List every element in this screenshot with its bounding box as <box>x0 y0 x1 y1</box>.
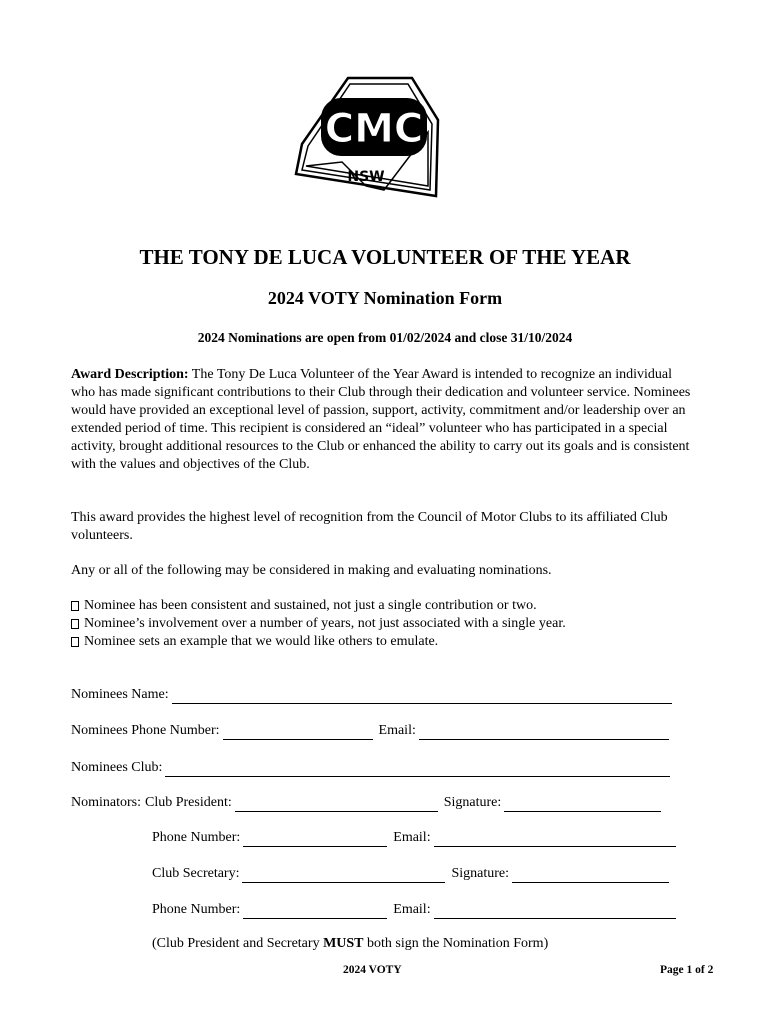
criteria-text: Nominee sets an example that we would like others to emulate. <box>84 634 439 649</box>
consideration-paragraph: Any or all of the following may be considered in making and evaluating nominations. <box>71 563 552 578</box>
criteria-item <box>71 633 691 651</box>
logo-nsw-text: NSW <box>347 169 385 185</box>
nomination-dates: 2024 Nominations are open from 01/02/2024 and close 31/10/2024 <box>197 330 573 345</box>
signature-note-emphasis: MUST <box>323 936 364 951</box>
secretary-signature-label: Signature: <box>451 866 510 881</box>
secretary-phone-row <box>152 901 676 919</box>
footer-form-name: 2024 VOTY <box>343 964 402 976</box>
criteria-item <box>71 597 691 615</box>
president-phone-label: Phone Number: <box>152 830 241 845</box>
nominee-email-label: Email: <box>378 723 416 738</box>
logo-cmc-text: CMC <box>324 106 424 152</box>
secretary-email-label: Email: <box>393 902 431 917</box>
nominee-name-row <box>71 686 672 704</box>
nominee-club-label: Nominees Club: <box>71 760 163 775</box>
checkbox-icon[interactable] <box>71 637 79 647</box>
criteria-item <box>71 615 691 633</box>
award-description-text: The Tony De Luca Volunteer of the Year Award is intended to recognize an individual who has made significant contributions to their Club through their dedication and volunteer service. Nominees would have provided an exceptional level of passion, support, activity, commitment and/or leadership over an extended period of time. This recipient is considered an “ideal” volunteer who has participated in a special activity, brought additional resources to the Club or enhanced the ability to carry out its goals and is consistent with the values and objectives of the Club. <box>71 367 691 472</box>
page-title: THE TONY DE LUCA VOLUNTEER OF THE YEAR <box>139 245 631 269</box>
secretary-label: Club Secretary: <box>152 866 240 881</box>
form-subtitle: 2024 VOTY Nomination Form <box>267 288 503 308</box>
criteria-list <box>71 597 691 651</box>
president-name-field[interactable] <box>235 797 438 812</box>
signature-note-start: (Club President and Secretary <box>152 936 324 951</box>
nominee-phone-row <box>71 722 669 740</box>
checkbox-icon[interactable] <box>71 619 79 629</box>
president-signature-field[interactable] <box>504 797 661 812</box>
president-signature-label: Signature: <box>443 795 502 810</box>
nominee-club-field[interactable] <box>165 762 670 777</box>
recognition-paragraph: This award provides the highest level of recognition from the Council of Motor Clubs to its affiliated Club volunteers. <box>71 510 668 543</box>
president-row <box>71 794 661 812</box>
secretary-phone-field[interactable] <box>243 904 387 919</box>
president-label: Club President: <box>145 795 232 810</box>
secretary-email-field[interactable] <box>434 904 676 919</box>
nominee-phone-field[interactable] <box>223 725 373 740</box>
nominee-name-field[interactable] <box>172 689 672 704</box>
secretary-name-field[interactable] <box>242 868 445 883</box>
secretary-row <box>152 865 669 883</box>
nominee-name-label: Nominees Name: <box>71 687 169 702</box>
award-description-label: Award Description: <box>71 367 189 382</box>
secretary-signature-field[interactable] <box>512 868 669 883</box>
checkbox-icon[interactable] <box>71 601 79 611</box>
nominators-label: Nominators: <box>71 795 141 810</box>
nominee-phone-label: Nominees Phone Number: <box>71 723 220 738</box>
criteria-text: Nominee has been consistent and sustained, not just a single contribution or two. <box>84 598 537 613</box>
award-description <box>71 366 691 474</box>
nominee-club-row <box>71 759 670 777</box>
criteria-text: Nominee’s involvement over a number of years, not just associated with a single year. <box>84 616 566 631</box>
president-phone-row <box>152 829 676 847</box>
president-phone-field[interactable] <box>243 832 387 847</box>
nominee-email-field[interactable] <box>419 725 669 740</box>
signature-note-end: both sign the Nomination Form) <box>363 936 549 951</box>
cmc-nsw-logo <box>288 74 440 198</box>
president-email-label: Email: <box>393 830 431 845</box>
signature-note <box>152 935 548 953</box>
president-email-field[interactable] <box>434 832 676 847</box>
footer-page-number: Page 1 of 2 <box>660 964 714 976</box>
secretary-phone-label: Phone Number: <box>152 902 241 917</box>
